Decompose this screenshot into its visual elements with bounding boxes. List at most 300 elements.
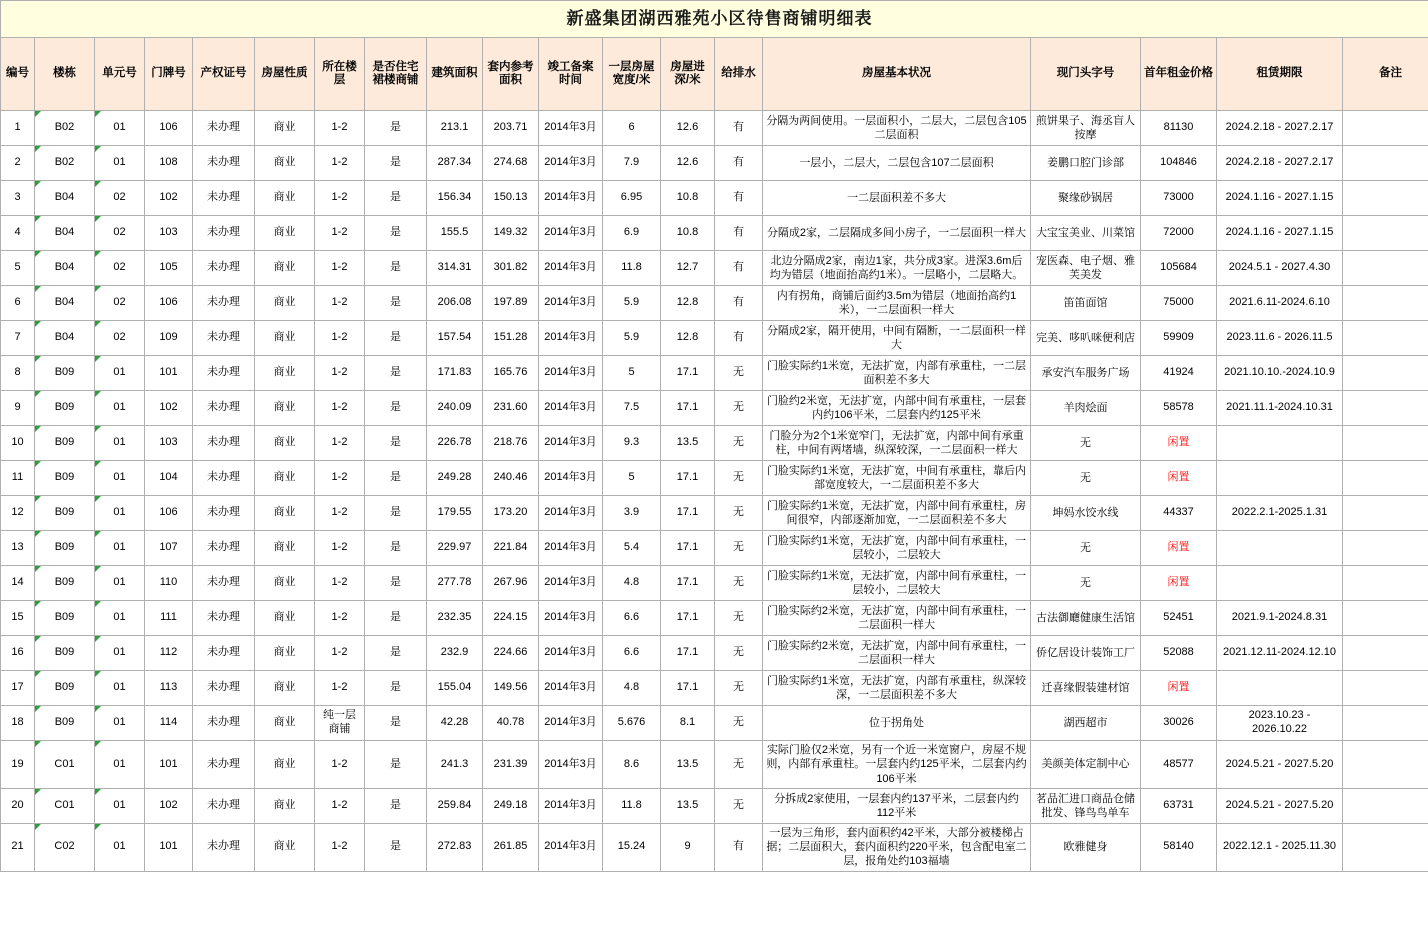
cell-completion-date: 2014年3月 <box>539 566 603 601</box>
cell-water-supply: 无 <box>715 601 763 636</box>
cell-door-number: 101 <box>145 741 193 789</box>
cell-property-certificate: 未办理 <box>193 216 255 251</box>
header-podium-shop: 是否住宅裙楼商铺 <box>365 38 427 111</box>
header-inner-area: 套内参考面积 <box>483 38 539 111</box>
cell-first-floor-width: 15.24 <box>603 823 661 871</box>
cell-current-shop-name: 承安汽车服务广场 <box>1031 356 1141 391</box>
cell-door-number: 109 <box>145 321 193 356</box>
cell-inner-area: 221.84 <box>483 531 539 566</box>
cell-lease-term: 2021.11.1-2024.10.31 <box>1217 391 1343 426</box>
cell-first-floor-width: 8.6 <box>603 741 661 789</box>
cell-property-certificate: 未办理 <box>193 426 255 461</box>
cell-water-supply: 有 <box>715 251 763 286</box>
cell-podium-shop: 是 <box>365 391 427 426</box>
header-current-shop-name: 现门头字号 <box>1031 38 1141 111</box>
cell-podium-shop: 是 <box>365 741 427 789</box>
cell-water-supply: 有 <box>715 111 763 146</box>
cell-first-year-rent: 58140 <box>1141 823 1217 871</box>
cell-building-area: 314.31 <box>427 251 483 286</box>
cell-door-number: 101 <box>145 823 193 871</box>
cell-remark <box>1343 566 1428 601</box>
cell-remark <box>1343 706 1428 741</box>
cell-first-year-rent: 闲置 <box>1141 426 1217 461</box>
cell-first-year-rent: 81130 <box>1141 111 1217 146</box>
cell-building: B04 <box>35 216 95 251</box>
cell-depth: 17.1 <box>661 496 715 531</box>
cell-current-shop-name: 煎饼果子、海丞盲人按摩 <box>1031 111 1141 146</box>
cell-floor: 1-2 <box>315 461 365 496</box>
cell-property-nature: 商业 <box>255 601 315 636</box>
cell-completion-date: 2014年3月 <box>539 356 603 391</box>
cell-index: 4 <box>1 216 35 251</box>
cell-first-floor-width: 5.9 <box>603 321 661 356</box>
cell-podium-shop: 是 <box>365 286 427 321</box>
cell-property-nature: 商业 <box>255 566 315 601</box>
cell-first-floor-width: 7.5 <box>603 391 661 426</box>
cell-property-certificate: 未办理 <box>193 251 255 286</box>
table-row[interactable] <box>1 251 1428 286</box>
cell-water-supply: 无 <box>715 788 763 823</box>
cell-podium-shop: 是 <box>365 496 427 531</box>
cell-index: 21 <box>1 823 35 871</box>
cell-building-area: 213.1 <box>427 111 483 146</box>
cell-door-number: 108 <box>145 146 193 181</box>
table-row[interactable] <box>1 671 1428 706</box>
cell-inner-area: 197.89 <box>483 286 539 321</box>
cell-index: 16 <box>1 636 35 671</box>
cell-unit: 01 <box>95 823 145 871</box>
cell-door-number: 106 <box>145 496 193 531</box>
cell-completion-date: 2014年3月 <box>539 146 603 181</box>
cell-remark <box>1343 216 1428 251</box>
cell-depth: 17.1 <box>661 531 715 566</box>
cell-first-floor-width: 7.9 <box>603 146 661 181</box>
cell-water-supply: 无 <box>715 426 763 461</box>
table-row[interactable] <box>1 706 1428 741</box>
cell-index: 6 <box>1 286 35 321</box>
table-row[interactable] <box>1 356 1428 391</box>
cell-first-floor-width: 11.8 <box>603 788 661 823</box>
cell-depth: 13.5 <box>661 741 715 789</box>
cell-basic-condition: 分隔成2家，二层隔成多间小房子，一二层面积一样大 <box>763 216 1031 251</box>
header-remark: 备注 <box>1343 38 1428 111</box>
cell-inner-area: 151.28 <box>483 321 539 356</box>
cell-basic-condition: 内有拐角，商铺后面约3.5m为错层（地面抬高约1米），一二层面积一样大 <box>763 286 1031 321</box>
cell-first-year-rent: 闲置 <box>1141 671 1217 706</box>
cell-completion-date: 2014年3月 <box>539 823 603 871</box>
sheet-title-row <box>1 1 1428 38</box>
cell-building: B09 <box>35 496 95 531</box>
cell-basic-condition: 北边分隔成2家，南边1家，共分成3家。进深3.6m后均为错层（地面抬高约1米）。一层略小，二层略大。 <box>763 251 1031 286</box>
cell-completion-date: 2014年3月 <box>539 706 603 741</box>
table-row[interactable] <box>1 496 1428 531</box>
cell-index: 8 <box>1 356 35 391</box>
cell-first-floor-width: 6.9 <box>603 216 661 251</box>
cell-property-certificate: 未办理 <box>193 566 255 601</box>
cell-podium-shop: 是 <box>365 706 427 741</box>
table-row[interactable] <box>1 601 1428 636</box>
cell-property-certificate: 未办理 <box>193 496 255 531</box>
cell-remark <box>1343 251 1428 286</box>
cell-door-number: 101 <box>145 356 193 391</box>
cell-door-number: 102 <box>145 391 193 426</box>
cell-unit: 01 <box>95 788 145 823</box>
cell-building: B09 <box>35 356 95 391</box>
cell-depth: 8.1 <box>661 706 715 741</box>
cell-index: 13 <box>1 531 35 566</box>
cell-podium-shop: 是 <box>365 601 427 636</box>
cell-unit: 01 <box>95 601 145 636</box>
cell-building-area: 226.78 <box>427 426 483 461</box>
cell-index: 18 <box>1 706 35 741</box>
cell-lease-term: 2021.9.1-2024.8.31 <box>1217 601 1343 636</box>
cell-unit: 01 <box>95 566 145 601</box>
cell-lease-term: 2021.12.11-2024.12.10 <box>1217 636 1343 671</box>
cell-property-nature: 商业 <box>255 111 315 146</box>
cell-basic-condition: 门脸实际约1米宽，无法扩宽，内部有承重柱，一二层面积差不多大 <box>763 356 1031 391</box>
table-row[interactable] <box>1 216 1428 251</box>
cell-property-nature: 商业 <box>255 251 315 286</box>
cell-completion-date: 2014年3月 <box>539 636 603 671</box>
cell-depth: 12.6 <box>661 111 715 146</box>
cell-completion-date: 2014年3月 <box>539 426 603 461</box>
cell-lease-term: 2024.5.1 - 2027.4.30 <box>1217 251 1343 286</box>
cell-door-number: 103 <box>145 426 193 461</box>
cell-depth: 12.7 <box>661 251 715 286</box>
cell-floor: 1-2 <box>315 111 365 146</box>
cell-first-floor-width: 6 <box>603 111 661 146</box>
cell-inner-area: 173.20 <box>483 496 539 531</box>
cell-building-area: 259.84 <box>427 788 483 823</box>
cell-building-area: 229.97 <box>427 531 483 566</box>
cell-remark <box>1343 461 1428 496</box>
cell-first-year-rent: 41924 <box>1141 356 1217 391</box>
cell-water-supply: 无 <box>715 496 763 531</box>
table-row[interactable] <box>1 426 1428 461</box>
cell-podium-shop: 是 <box>365 566 427 601</box>
cell-unit: 01 <box>95 496 145 531</box>
cell-building: B04 <box>35 286 95 321</box>
cell-basic-condition: 分隔为两间使用。一层面积小，二层大，二层包含105二层面积 <box>763 111 1031 146</box>
cell-basic-condition: 一层小，二层大，二层包含107二层面积 <box>763 146 1031 181</box>
cell-building: B02 <box>35 111 95 146</box>
header-property-nature: 房屋性质 <box>255 38 315 111</box>
cell-floor: 1-2 <box>315 321 365 356</box>
cell-lease-term <box>1217 461 1343 496</box>
cell-inner-area: 40.78 <box>483 706 539 741</box>
cell-remark <box>1343 741 1428 789</box>
table-row[interactable] <box>1 181 1428 216</box>
table-row[interactable] <box>1 321 1428 356</box>
cell-property-certificate: 未办理 <box>193 671 255 706</box>
cell-door-number: 105 <box>145 251 193 286</box>
cell-first-year-rent: 105684 <box>1141 251 1217 286</box>
table-row[interactable] <box>1 391 1428 426</box>
cell-remark <box>1343 531 1428 566</box>
cell-inner-area: 267.96 <box>483 566 539 601</box>
cell-property-certificate: 未办理 <box>193 601 255 636</box>
cell-first-floor-width: 6.6 <box>603 636 661 671</box>
cell-remark <box>1343 636 1428 671</box>
cell-first-floor-width: 6.6 <box>603 601 661 636</box>
cell-door-number: 106 <box>145 286 193 321</box>
cell-first-year-rent: 59909 <box>1141 321 1217 356</box>
cell-property-nature: 商业 <box>255 531 315 566</box>
cell-current-shop-name: 茗品汇进口商品仓储批发、锋鸟鸟单车 <box>1031 788 1141 823</box>
table-row[interactable] <box>1 146 1428 181</box>
cell-floor: 1-2 <box>315 426 365 461</box>
cell-door-number: 111 <box>145 601 193 636</box>
cell-current-shop-name: 坤妈水饺水线 <box>1031 496 1141 531</box>
cell-inner-area: 224.66 <box>483 636 539 671</box>
cell-remark <box>1343 671 1428 706</box>
cell-completion-date: 2014年3月 <box>539 496 603 531</box>
cell-building: B09 <box>35 636 95 671</box>
cell-property-nature: 商业 <box>255 391 315 426</box>
cell-current-shop-name: 湖西超市 <box>1031 706 1141 741</box>
cell-completion-date: 2014年3月 <box>539 788 603 823</box>
table-row[interactable] <box>1 461 1428 496</box>
cell-lease-term: 2024.2.18 - 2027.2.17 <box>1217 146 1343 181</box>
cell-index: 14 <box>1 566 35 601</box>
cell-inner-area: 224.15 <box>483 601 539 636</box>
cell-door-number: 103 <box>145 216 193 251</box>
cell-first-year-rent: 63731 <box>1141 788 1217 823</box>
cell-lease-term: 2024.1.16 - 2027.1.15 <box>1217 216 1343 251</box>
cell-basic-condition: 门脸实际约1米宽，无法扩宽，内部中间有承重柱，一层较小，二层较大 <box>763 566 1031 601</box>
cell-completion-date: 2014年3月 <box>539 321 603 356</box>
cell-unit: 01 <box>95 111 145 146</box>
cell-depth: 12.6 <box>661 146 715 181</box>
cell-water-supply: 无 <box>715 671 763 706</box>
cell-first-year-rent: 75000 <box>1141 286 1217 321</box>
cell-podium-shop: 是 <box>365 251 427 286</box>
cell-property-nature: 商业 <box>255 496 315 531</box>
cell-completion-date: 2014年3月 <box>539 741 603 789</box>
cell-door-number: 102 <box>145 788 193 823</box>
cell-lease-term <box>1217 671 1343 706</box>
cell-unit: 01 <box>95 356 145 391</box>
cell-index: 10 <box>1 426 35 461</box>
cell-property-nature: 商业 <box>255 286 315 321</box>
cell-lease-term: 2021.10.10.-2024.10.9 <box>1217 356 1343 391</box>
cell-current-shop-name: 大宝宝美业、川菜馆 <box>1031 216 1141 251</box>
cell-first-floor-width: 5 <box>603 356 661 391</box>
cell-remark <box>1343 286 1428 321</box>
cell-depth: 13.5 <box>661 426 715 461</box>
cell-basic-condition: 实际门脸仅2米宽，另有一个近一米宽窗户，房屋不规则，内部有承重柱。一层套内约125平米，二层套内约106平米 <box>763 741 1031 789</box>
cell-current-shop-name: 侨亿居设计装饰工厂 <box>1031 636 1141 671</box>
cell-building: B09 <box>35 566 95 601</box>
cell-building-area: 155.5 <box>427 216 483 251</box>
header-floor: 所在楼层 <box>315 38 365 111</box>
cell-first-year-rent: 44337 <box>1141 496 1217 531</box>
cell-building-area: 232.9 <box>427 636 483 671</box>
cell-building-area: 179.55 <box>427 496 483 531</box>
cell-property-nature: 商业 <box>255 788 315 823</box>
cell-inner-area: 149.56 <box>483 671 539 706</box>
cell-lease-term: 2024.5.21 - 2027.5.20 <box>1217 741 1343 789</box>
table-body <box>1 111 1428 872</box>
cell-current-shop-name: 无 <box>1031 461 1141 496</box>
cell-basic-condition: 位于拐角处 <box>763 706 1031 741</box>
cell-floor: 1-2 <box>315 741 365 789</box>
cell-completion-date: 2014年3月 <box>539 461 603 496</box>
cell-index: 5 <box>1 251 35 286</box>
cell-building-area: 171.83 <box>427 356 483 391</box>
cell-first-floor-width: 5.9 <box>603 286 661 321</box>
cell-first-year-rent: 73000 <box>1141 181 1217 216</box>
cell-building-area: 155.04 <box>427 671 483 706</box>
cell-lease-term: 2023.11.6 - 2026.11.5 <box>1217 321 1343 356</box>
cell-lease-term: 2022.12.1 - 2025.11.30 <box>1217 823 1343 871</box>
cell-water-supply: 有 <box>715 181 763 216</box>
cell-property-nature: 商业 <box>255 356 315 391</box>
cell-floor: 1-2 <box>315 181 365 216</box>
table-row[interactable] <box>1 636 1428 671</box>
cell-first-year-rent: 闲置 <box>1141 461 1217 496</box>
cell-podium-shop: 是 <box>365 823 427 871</box>
cell-index: 7 <box>1 321 35 356</box>
cell-unit: 01 <box>95 636 145 671</box>
page-title: 新盛集团湖西雅苑小区待售商铺明细表 <box>1 1 1428 38</box>
cell-podium-shop: 是 <box>365 461 427 496</box>
cell-index: 3 <box>1 181 35 216</box>
cell-depth: 17.1 <box>661 636 715 671</box>
cell-water-supply: 无 <box>715 636 763 671</box>
cell-first-year-rent: 72000 <box>1141 216 1217 251</box>
cell-basic-condition: 一二层面积差不多大 <box>763 181 1031 216</box>
cell-lease-term: 2021.6.11-2024.6.10 <box>1217 286 1343 321</box>
cell-building: B04 <box>35 251 95 286</box>
cell-water-supply: 无 <box>715 741 763 789</box>
cell-property-certificate: 未办理 <box>193 356 255 391</box>
cell-door-number: 107 <box>145 531 193 566</box>
cell-building-area: 156.34 <box>427 181 483 216</box>
cell-completion-date: 2014年3月 <box>539 216 603 251</box>
cell-depth: 12.8 <box>661 286 715 321</box>
cell-current-shop-name: 羊肉烩面 <box>1031 391 1141 426</box>
cell-inner-area: 301.82 <box>483 251 539 286</box>
cell-floor: 1-2 <box>315 356 365 391</box>
cell-index: 1 <box>1 111 35 146</box>
cell-water-supply: 有 <box>715 146 763 181</box>
cell-floor: 1-2 <box>315 146 365 181</box>
cell-unit: 02 <box>95 181 145 216</box>
header-water-supply: 给排水 <box>715 38 763 111</box>
cell-building: B09 <box>35 426 95 461</box>
cell-unit: 01 <box>95 426 145 461</box>
cell-completion-date: 2014年3月 <box>539 286 603 321</box>
cell-current-shop-name: 古法御廰健康生活馆 <box>1031 601 1141 636</box>
cell-current-shop-name: 美颜美体定制中心 <box>1031 741 1141 789</box>
cell-building: C01 <box>35 741 95 789</box>
cell-podium-shop: 是 <box>365 531 427 566</box>
table-row[interactable] <box>1 111 1428 146</box>
cell-building: B09 <box>35 391 95 426</box>
cell-property-nature: 商业 <box>255 146 315 181</box>
cell-first-floor-width: 4.8 <box>603 671 661 706</box>
cell-current-shop-name: 无 <box>1031 426 1141 461</box>
cell-first-year-rent: 104846 <box>1141 146 1217 181</box>
cell-basic-condition: 门脸实际约1米宽，无法扩宽，内部中间有承重柱，一层较小，二层较大 <box>763 531 1031 566</box>
cell-depth: 13.5 <box>661 788 715 823</box>
cell-index: 19 <box>1 741 35 789</box>
cell-podium-shop: 是 <box>365 788 427 823</box>
cell-basic-condition: 分拆成2家使用，一层套内约137平米，二层套内约112平米 <box>763 788 1031 823</box>
cell-property-nature: 商业 <box>255 823 315 871</box>
cell-unit: 01 <box>95 146 145 181</box>
cell-water-supply: 无 <box>715 461 763 496</box>
cell-water-supply: 无 <box>715 706 763 741</box>
cell-floor: 1-2 <box>315 601 365 636</box>
cell-inner-area: 231.60 <box>483 391 539 426</box>
cell-index: 11 <box>1 461 35 496</box>
cell-current-shop-name: 笛笛面馆 <box>1031 286 1141 321</box>
cell-podium-shop: 是 <box>365 111 427 146</box>
cell-depth: 17.1 <box>661 356 715 391</box>
cell-water-supply: 有 <box>715 286 763 321</box>
cell-building-area: 272.83 <box>427 823 483 871</box>
cell-unit: 01 <box>95 671 145 706</box>
cell-unit: 02 <box>95 251 145 286</box>
cell-depth: 17.1 <box>661 601 715 636</box>
cell-door-number: 110 <box>145 566 193 601</box>
table-row[interactable] <box>1 286 1428 321</box>
cell-remark <box>1343 426 1428 461</box>
cell-first-floor-width: 5.4 <box>603 531 661 566</box>
header-basic-condition: 房屋基本状况 <box>763 38 1031 111</box>
header-unit: 单元号 <box>95 38 145 111</box>
table-row[interactable] <box>1 531 1428 566</box>
cell-water-supply: 有 <box>715 823 763 871</box>
cell-building: B09 <box>35 461 95 496</box>
cell-building: C02 <box>35 823 95 871</box>
cell-podium-shop: 是 <box>365 671 427 706</box>
cell-building-area: 206.08 <box>427 286 483 321</box>
table-row[interactable] <box>1 741 1428 789</box>
cell-building: C01 <box>35 788 95 823</box>
table-row[interactable] <box>1 566 1428 601</box>
table-row[interactable] <box>1 788 1428 823</box>
cell-property-certificate: 未办理 <box>193 461 255 496</box>
header-property-certificate: 产权证号 <box>193 38 255 111</box>
cell-current-shop-name: 无 <box>1031 566 1141 601</box>
cell-building: B04 <box>35 181 95 216</box>
cell-property-certificate: 未办理 <box>193 181 255 216</box>
cell-property-certificate: 未办理 <box>193 111 255 146</box>
cell-index: 20 <box>1 788 35 823</box>
cell-door-number: 114 <box>145 706 193 741</box>
cell-property-certificate: 未办理 <box>193 636 255 671</box>
cell-lease-term: 2024.2.18 - 2027.2.17 <box>1217 111 1343 146</box>
cell-basic-condition: 一层为三角形，套内面积约42平米，大部分被楼梯占据；二层面积大，套内面积约220平米，包含配电室二层，报角处约103福墙 <box>763 823 1031 871</box>
cell-podium-shop: 是 <box>365 146 427 181</box>
cell-basic-condition: 门脸分为2个1米宽窄门，无法扩宽，内部中间有承重柱，中间有两堵墙，纵深较深，一二层面积一样大 <box>763 426 1031 461</box>
header-depth: 房屋进深/米 <box>661 38 715 111</box>
cell-index: 15 <box>1 601 35 636</box>
cell-water-supply: 无 <box>715 356 763 391</box>
cell-property-certificate: 未办理 <box>193 741 255 789</box>
header-index: 编号 <box>1 38 35 111</box>
cell-first-year-rent: 闲置 <box>1141 531 1217 566</box>
cell-first-floor-width: 9.3 <box>603 426 661 461</box>
cell-depth: 10.8 <box>661 216 715 251</box>
cell-first-year-rent: 30026 <box>1141 706 1217 741</box>
header-door-number: 门牌号 <box>145 38 193 111</box>
cell-current-shop-name: 完美、哆叭咪便利店 <box>1031 321 1141 356</box>
table-row[interactable] <box>1 823 1428 871</box>
